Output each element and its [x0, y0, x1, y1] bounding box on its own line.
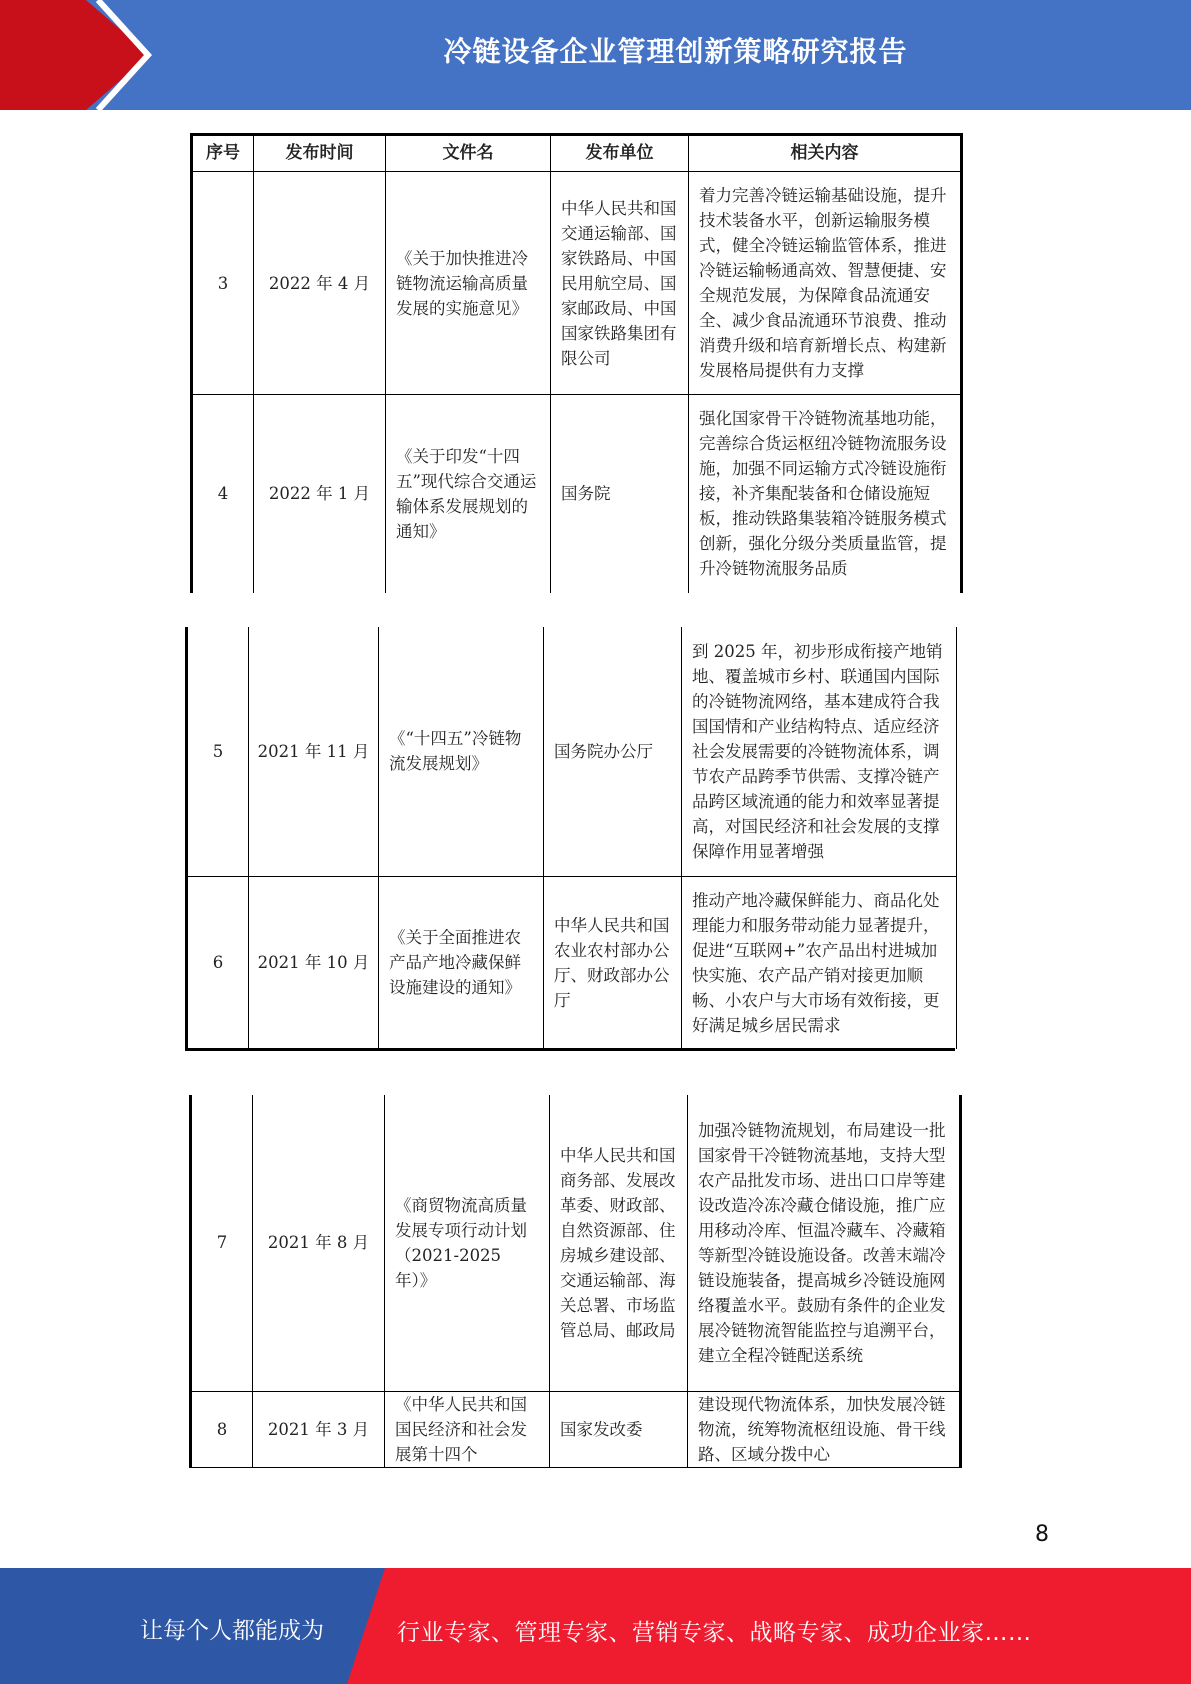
row-content: 建设现代物流体系，加快发展冷链物流，统筹物流枢纽设施、骨干线路、区域分拨中心 [688, 1391, 961, 1467]
row-publisher: 中华人民共和国农业农村部办公厅、财政部办公厅 [544, 876, 682, 1049]
row-date: 2021 年 3 月 [253, 1391, 385, 1467]
row-publisher: 中华人民共和国交通运输部、国家铁路局、中国民用航空局、国家邮政局、中国国家铁路集团有限公司 [551, 172, 689, 395]
row-content: 着力完善冷链运输基础设施，提升技术装备水平，创新运输服务模式，健全冷链运输监管体系，推进冷链运输畅通高效、智慧便捷、安全规范发展，为保障食品流通安全、减少食品流通环节浪费、推动消费升级和培育新增长点、构建新发展格局提供有力支撑 [689, 172, 962, 395]
table-header-row [192, 135, 962, 172]
page-header [0, 0, 1191, 110]
row-no: 8 [191, 1391, 253, 1467]
row-file: 《“十四五”冷链物流发展规划》 [379, 627, 544, 876]
footer-slogan-roles: 行业专家、管理专家、营销专家、战略专家、成功企业家…… [397, 1620, 1032, 1646]
col-header-publisher: 发布单位 [551, 135, 689, 172]
row-file: 《商贸物流高质量发展专项行动计划（2021-2025 年）》 [385, 1095, 550, 1391]
row-content: 到 2025 年，初步形成衔接产地销地、覆盖城市乡村、联通国内国际的冷链物流网络，基本建成符合我国国情和产业结构特点、适应经济社会发展需要的冷链物流体系，调节农产品跨季节供需、支撑冷链产品跨区域流通的能力和效率显著提高，对国民经济和社会发展的支撑保障作用显著增强 [682, 627, 957, 876]
table-row [187, 876, 957, 1049]
report-title: 冷链设备企业管理创新策略研究报告 [443, 35, 908, 68]
row-content: 强化国家骨干冷链物流基地功能，完善综合货运枢纽冷链物流服务设施，加强不同运输方式冷链设施衔接，补齐集配装备和仓储设施短板，推动铁路集装箱冷链服务模式创新，强化分级分类质量监管，提升冷链物流服务品质 [689, 395, 962, 593]
row-no: 4 [192, 395, 254, 593]
row-date: 2022 年 1 月 [254, 395, 386, 593]
page-footer [0, 1568, 1191, 1684]
row-no: 5 [187, 627, 249, 876]
col-header-file: 文件名 [386, 135, 551, 172]
row-publisher: 国家发改委 [550, 1391, 688, 1467]
row-file: 《关于全面推进农产品产地冷藏保鲜设施建设的通知》 [379, 876, 544, 1049]
row-no: 7 [191, 1095, 253, 1391]
col-header-no: 序号 [192, 135, 254, 172]
table-row [187, 627, 957, 876]
table-row [191, 1095, 961, 1391]
row-publisher: 国务院 [551, 395, 689, 593]
table-part-2-bottom-rule [185, 1048, 955, 1051]
header-arrow-graphic [0, 0, 180, 110]
policy-table-part-3 [189, 1095, 962, 1468]
table-row [192, 172, 962, 395]
row-file: 《中华人民共和国国民经济和社会发展第十四个 [385, 1391, 550, 1467]
policy-table-part-2 [185, 627, 957, 1049]
row-content: 推动产地冷藏保鲜能力、商品化处理能力和服务带动能力显著提升，促进“互联网+”农产品出村进城加快实施、农产品产销对接更加顺畅、小农户与大市场有效衔接，更好满足城乡居民需求 [682, 876, 957, 1049]
table-row [191, 1391, 961, 1467]
page-number: 8 [1035, 1522, 1049, 1547]
row-file: 《关于加快推进冷链物流运输高质量发展的实施意见》 [386, 172, 551, 395]
row-date: 2021 年 10 月 [249, 876, 379, 1049]
col-header-date: 发布时间 [254, 135, 386, 172]
table-row [192, 395, 962, 593]
row-content: 加强冷链物流规划，布局建设一批国家骨干冷链物流基地，支持大型农产品批发市场、进出口口岸等建设改造冷冻冷藏仓储设施，推广应用移动冷库、恒温冷藏车、冷藏箱等新型冷链设施设备。改善末端冷链设施装备，提高城乡冷链设施网络覆盖水平。鼓励有条件的企业发展冷链物流智能监控与追溯平台，建立全程冷链配送系统 [688, 1095, 961, 1391]
policy-table-part-1 [190, 133, 963, 593]
row-date: 2021 年 11 月 [249, 627, 379, 876]
row-publisher: 中华人民共和国商务部、发展改革委、财政部、自然资源部、住房城乡建设部、交通运输部、海关总署、市场监管总局、邮政局 [550, 1095, 688, 1391]
col-header-content: 相关内容 [689, 135, 962, 172]
row-date: 2022 年 4 月 [254, 172, 386, 395]
row-no: 6 [187, 876, 249, 1049]
row-no: 3 [192, 172, 254, 395]
row-publisher: 国务院办公厅 [544, 627, 682, 876]
row-file: 《关于印发“十四五”现代综合交通运输体系发展规划的通知》 [386, 395, 551, 593]
footer-slogan-lead: 让每个人都能成为 [140, 1618, 324, 1644]
row-date: 2021 年 8 月 [253, 1095, 385, 1391]
